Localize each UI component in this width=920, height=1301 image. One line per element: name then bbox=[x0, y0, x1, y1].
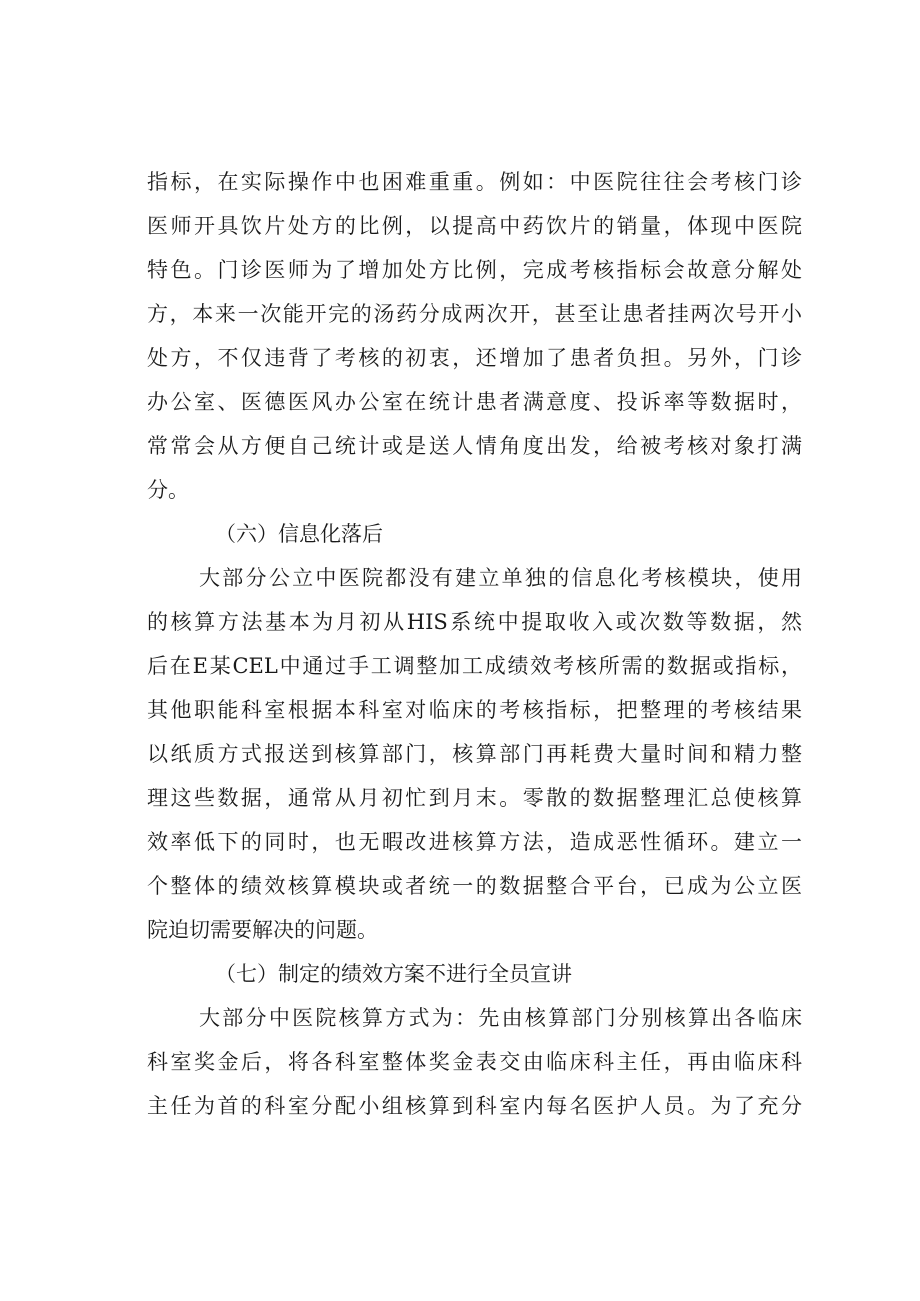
section-heading-7: （七）制定的绩效方案不进行全员宣讲 bbox=[215, 962, 572, 986]
text-line: 常常会从方便自己统计或是送人情角度出发，给被考核对象打满 bbox=[147, 434, 802, 458]
paragraph-first-line: 大部分公立中医院都没有建立单独的信息化考核模块，使用 bbox=[199, 566, 802, 590]
text-line: 方，本来一次能开完的汤药分成两次开，甚至让患者挂两次号开小 bbox=[147, 302, 802, 326]
text-line: 个整体的绩效核算模块或者统一的数据整合平台，已成为公立医 bbox=[147, 874, 802, 898]
paragraph-first-line: 大部分中医院核算方式为：先由核算部门分别核算出各临床 bbox=[199, 1006, 802, 1030]
text-line: 主任为首的科室分配小组核算到科室内每名医护人员。为了充分 bbox=[147, 1094, 802, 1118]
text-line: 以纸质方式报送到核算部门，核算部门再耗费大量时间和精力整 bbox=[147, 742, 802, 766]
text-line: 办公室、医德医风办公室在统计患者满意度、投诉率等数据时， bbox=[147, 390, 802, 414]
text-line: 的核算方法基本为月初从HIS系统中提取收入或次数等数据，然 bbox=[147, 610, 802, 634]
text-line: 理这些数据，通常从月初忙到月末。零散的数据整理汇总使核算 bbox=[147, 786, 802, 810]
document-body bbox=[147, 160, 802, 1128]
text-line: 处方，不仅违背了考核的初衷，还增加了患者负担。另外，门诊 bbox=[147, 346, 802, 370]
text-line: 分。 bbox=[147, 478, 189, 502]
text-line: 医师开具饮片处方的比例，以提高中药饮片的销量，体现中医院 bbox=[147, 214, 802, 238]
text-line: 院迫切需要解决的问题。 bbox=[147, 918, 378, 942]
text-line: 后在E某CEL中通过手工调整加工成绩效考核所需的数据或指标， bbox=[147, 654, 802, 678]
text-line: 指标，在实际操作中也困难重重。例如：中医院往往会考核门诊 bbox=[147, 170, 802, 194]
text-line: 其他职能科室根据本科室对临床的考核指标，把整理的考核结果 bbox=[147, 698, 802, 722]
section-heading-6: （六）信息化落后 bbox=[215, 522, 383, 546]
text-line: 特色。门诊医师为了增加处方比例，完成考核指标会故意分解处 bbox=[147, 258, 802, 282]
text-line: 效率低下的同时，也无暇改进核算方法，造成恶性循环。建立一 bbox=[147, 830, 802, 854]
text-line: 科室奖金后，将各科室整体奖金表交由临床科主任，再由临床科 bbox=[147, 1050, 802, 1074]
